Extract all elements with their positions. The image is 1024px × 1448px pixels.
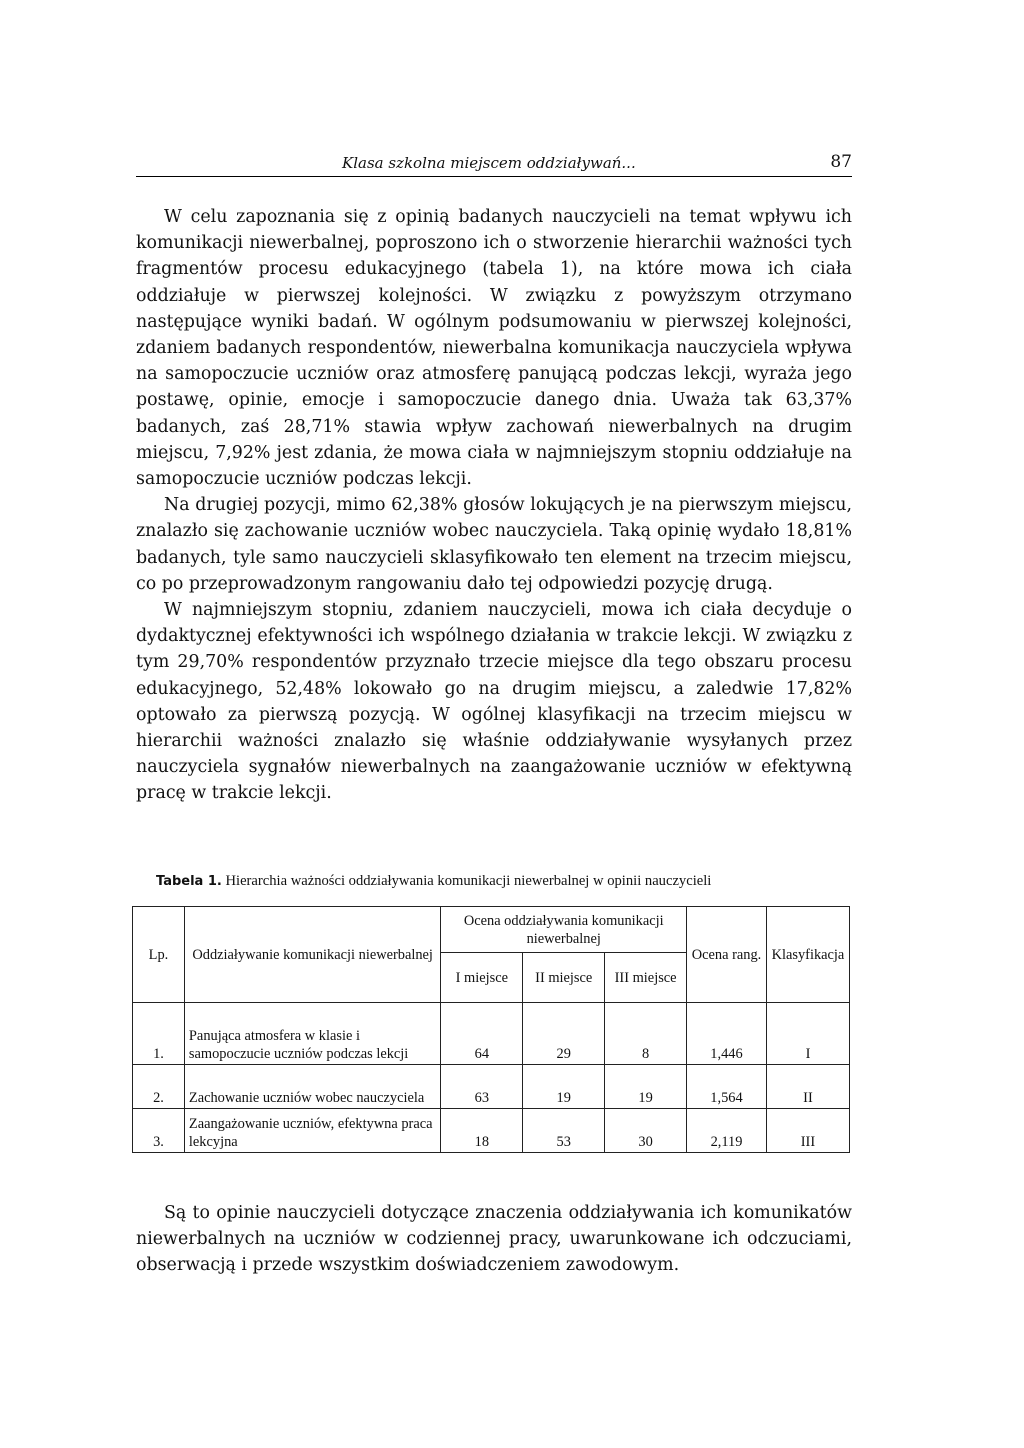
row-classification: II bbox=[766, 1065, 849, 1109]
row-third: 8 bbox=[605, 1003, 687, 1065]
row-rank-score: 1,446 bbox=[687, 1003, 767, 1065]
row-second: 53 bbox=[523, 1109, 605, 1153]
header-group: Ocena oddziaływania komunikacji niewerbalnej bbox=[441, 907, 687, 953]
header-rank-score: Ocena rang. bbox=[687, 907, 767, 1003]
row-item: Zachowanie uczniów wobec nauczyciela bbox=[184, 1065, 440, 1109]
row-third: 19 bbox=[605, 1065, 687, 1109]
running-title: Klasa szkolna miejscem oddziaływań... bbox=[342, 154, 636, 172]
table-row bbox=[133, 1109, 850, 1153]
page-number: 87 bbox=[830, 152, 852, 172]
row-classification: III bbox=[766, 1109, 849, 1153]
header-first: I miejsce bbox=[441, 953, 523, 1003]
paragraph-3: W najmniejszym stopniu, zdaniem nauczycieli, mowa ich ciała decyduje o dydaktycznej efektywności ich wspólnego działania w trakcie lekcji. W związku z tym 29,70% respondentów przyznało trzecie miejsce dla tego obszaru procesu edukacyjnego, 52,48% lokowało go na drugim miejscu, a zaledwie 17,82% optowało za pierwszą pozycją. W ogólnej klasyfikacji na trzecim miejscu w hierarchii ważności znalazło się właśnie oddziaływanie wysyłanych przez nauczyciela sygnałów niewerbalnych na zaangażowanie uczniów w efektywną pracę w trakcie lekcji. bbox=[136, 600, 852, 804]
row-item: Zaangażowanie uczniów, efektywna praca lekcyjna bbox=[184, 1109, 440, 1153]
table-caption-label: Tabela 1. bbox=[156, 874, 222, 889]
row-lp: 2. bbox=[133, 1065, 185, 1109]
row-second: 19 bbox=[523, 1065, 605, 1109]
table-caption bbox=[156, 873, 856, 890]
row-classification: I bbox=[766, 1003, 849, 1065]
table-row bbox=[133, 1003, 850, 1065]
table-row bbox=[133, 1065, 850, 1109]
row-lp: 1. bbox=[133, 1003, 185, 1065]
header-second: II miejsce bbox=[523, 953, 605, 1003]
row-item: Panująca atmosfera w klasie i samopoczucie uczniów podczas lekcji bbox=[184, 1003, 440, 1065]
row-lp: 3. bbox=[133, 1109, 185, 1153]
paragraph-2: Na drugiej pozycji, mimo 62,38% głosów lokujących je na pierwszym miejscu, znalazło się zachowanie uczniów wobec nauczyciela. Taką opinię wydało 18,81% badanych, tyle samo nauczycieli sklasyfikowało ten element na trzecim miejscu, co po przeprowadzonym rangowaniu dało tej odpowiedzi pozycję drugą. bbox=[136, 495, 852, 594]
row-second: 29 bbox=[523, 1003, 605, 1065]
running-header bbox=[136, 152, 852, 177]
header-lp: Lp. bbox=[133, 907, 185, 1003]
row-third: 30 bbox=[605, 1109, 687, 1153]
closing-text bbox=[136, 1200, 852, 1279]
header-classification: Klasyfikacja bbox=[766, 907, 849, 1003]
hierarchy-table bbox=[132, 906, 850, 1153]
body-text bbox=[136, 204, 852, 807]
row-first: 63 bbox=[441, 1065, 523, 1109]
row-first: 64 bbox=[441, 1003, 523, 1065]
row-rank-score: 2,119 bbox=[687, 1109, 767, 1153]
table-caption-text: Hierarchia ważności oddziaływania komunikacji niewerbalnej w opinii nauczycieli bbox=[225, 873, 712, 889]
row-rank-score: 1,564 bbox=[687, 1065, 767, 1109]
paragraph-1: W celu zapoznania się z opinią badanych nauczycieli na temat wpływu ich komunikacji niewerbalnej, poproszono ich o stworzenie hierarchii ważności tych fragmentów procesu edukacyjnego (tabela 1), na które mowa ich ciała oddziałuje w pierwszej kolejności. W związku z powyższym otrzymano następujące wyniki badań. W ogólnym podsumowaniu w pierwszej kolejności, zdaniem badanych respondentów, niewerbalna komunikacja nauczyciela wpływa na samopoczucie uczniów oraz atmosferę panującą podczas lekcji, wyraża jego postawę, opinie, emocje i samopoczucie danego dnia. Uważa tak 63,37% badanych, zaś 28,71% stawia wpływ zachowań niewerbalnych na drugim miejscu, 7,92% jest zdania, że mowa ciała w najmniejszym stopniu oddziałuje na samopoczucie uczniów podczas lekcji. bbox=[136, 207, 852, 490]
closing-paragraph: Są to opinie nauczycieli dotyczące znaczenia oddziaływania ich komunikatów niewerbalnych na uczniów w codziennej pracy, uwarunkowane ich odczuciami, obserwacją i przede wszystkim doświadczeniem zawodowym. bbox=[136, 1203, 852, 1276]
row-first: 18 bbox=[441, 1109, 523, 1153]
header-third: III miejsce bbox=[605, 953, 687, 1003]
header-item: Oddziaływanie komunikacji niewerbalnej bbox=[184, 907, 440, 1003]
